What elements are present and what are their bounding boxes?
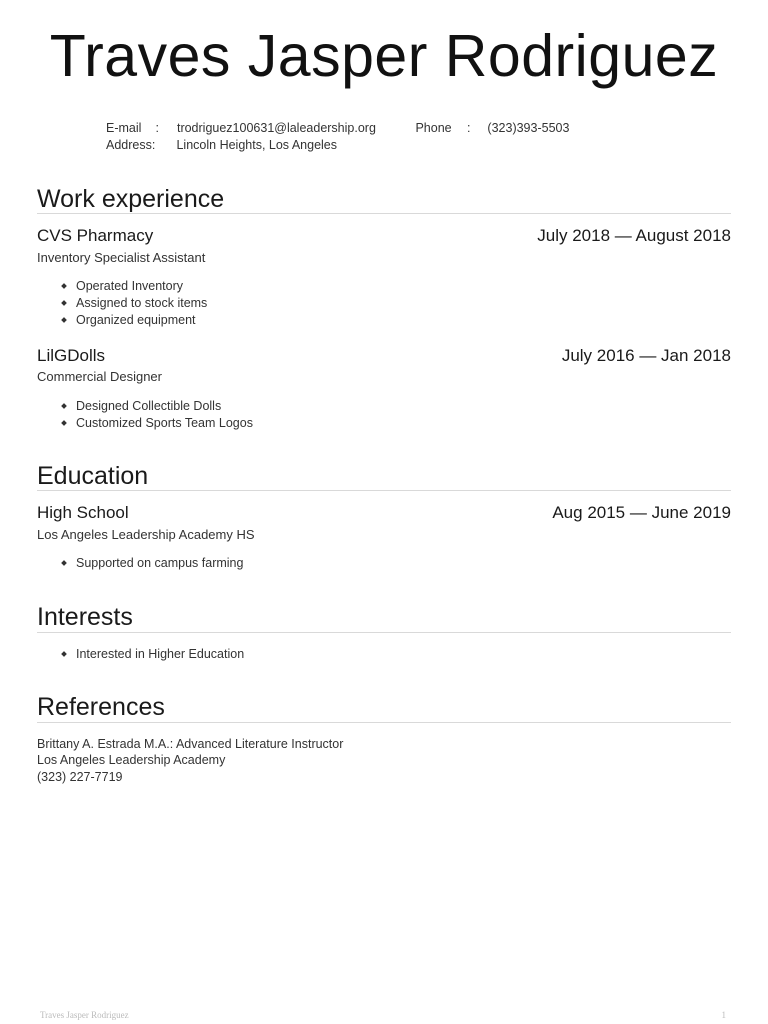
contact-line-address (106, 138, 337, 152)
list-item: Designed Collectible Dolls (37, 398, 253, 415)
work-entry-bullets (37, 278, 207, 328)
list-item: Organized equipment (37, 312, 207, 329)
section-divider (37, 213, 731, 214)
bullet-icon (61, 651, 67, 657)
phone-separator: : (466, 121, 471, 135)
phone-value: (323)393-5503 (487, 121, 570, 135)
work-entry-bullets (37, 398, 253, 432)
list-item: Customized Sports Team Logos (37, 415, 253, 432)
section-divider (37, 632, 731, 633)
section-title-education: Education (37, 462, 149, 490)
bullet-icon (61, 300, 67, 306)
work-entry-dates: July 2016 — Jan 2018 (561, 346, 731, 365)
email-value[interactable]: trodriguez100631@laleadership.org (176, 121, 376, 135)
list-item: Operated Inventory (37, 278, 207, 295)
page-number: 1 (721, 1010, 726, 1020)
email-label: E-mail (106, 121, 142, 135)
reference-name: Brittany A. Estrada M.A.: Advanced Literature Instructor (37, 737, 344, 751)
section-title-references: References (37, 693, 165, 721)
address-label: Address: (106, 138, 156, 152)
education-entry-org: High School (37, 503, 129, 522)
reference-phone: (323) 227-7719 (37, 770, 123, 784)
phone-label: Phone (415, 121, 452, 135)
list-item: Assigned to stock items (37, 295, 207, 312)
work-entry-role: Inventory Specialist Assistant (37, 250, 206, 265)
work-entry-role: Commercial Designer (37, 369, 162, 384)
education-entry-dates: Aug 2015 — June 2019 (552, 503, 731, 522)
email-separator: : (155, 121, 159, 135)
bullet-icon (61, 403, 67, 409)
reference-organization: Los Angeles Leadership Academy (37, 753, 226, 767)
section-title-work: Work experience (37, 185, 225, 213)
section-title-interests: Interests (37, 603, 133, 631)
list-item: Supported on campus farming (37, 555, 243, 572)
education-entry-bullets (37, 555, 243, 572)
work-entry-org: CVS Pharmacy (37, 226, 154, 245)
education-entry-school: Los Angeles Leadership Academy HS (37, 527, 255, 542)
bullet-icon (61, 560, 67, 566)
bullet-icon (61, 420, 67, 426)
interests-bullets (37, 646, 244, 663)
bullet-icon (61, 283, 67, 289)
contact-line-email-phone (106, 121, 569, 135)
bullet-icon (61, 317, 67, 323)
section-divider (37, 722, 731, 723)
list-item: Interested in Higher Education (37, 646, 244, 663)
work-entry-org: LilGDolls (37, 346, 106, 365)
section-divider (37, 490, 731, 491)
work-entry-dates: July 2018 — August 2018 (537, 226, 731, 245)
candidate-name: Traves Jasper Rodriguez (49, 23, 719, 89)
footer-name: Traves Jasper Rodriguez (40, 1010, 129, 1020)
address-value: Lincoln Heights, Los Angeles (176, 138, 338, 152)
